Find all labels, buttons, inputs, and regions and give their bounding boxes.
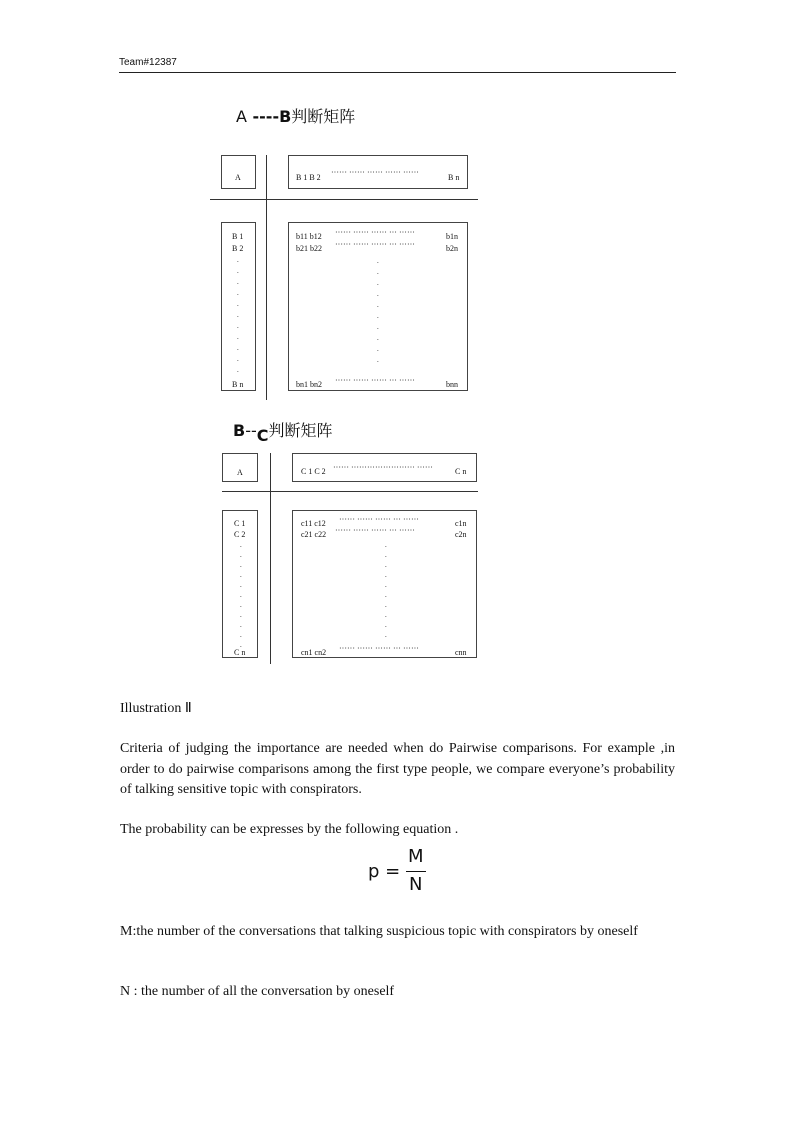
row2-start: b21 b22 bbox=[296, 244, 322, 253]
matrix-bc-left-box bbox=[222, 510, 258, 658]
fraction-bar bbox=[406, 871, 426, 872]
top-row-start: B 1 B 2 bbox=[296, 173, 321, 182]
formula-numerator: M bbox=[408, 846, 424, 867]
formula-denominator: N bbox=[409, 874, 423, 895]
page-header: Team#12387 bbox=[119, 57, 177, 68]
left-col-2: C 2 bbox=[234, 530, 246, 539]
matrix-ab-corner-box bbox=[221, 155, 256, 189]
left-col-1: C 1 bbox=[234, 519, 246, 528]
title-b: B bbox=[233, 421, 246, 440]
top-row-start: C 1 C 2 bbox=[301, 467, 326, 476]
top-row-end: C n bbox=[455, 467, 467, 476]
rown-dots: ······ ······ ······ ··· ······ bbox=[335, 376, 415, 385]
matrix-ab-body-box bbox=[288, 222, 468, 391]
body-dots: . . . . . . . . . . bbox=[385, 541, 387, 639]
row1-start: c11 c12 bbox=[301, 519, 326, 528]
corner-label: A bbox=[235, 173, 241, 182]
title-c: C bbox=[256, 426, 269, 445]
title-dashes: -- bbox=[245, 421, 257, 440]
title-cn: 判断矩阵 bbox=[268, 421, 333, 440]
left-col-dots: . . . . . . . . . . . bbox=[240, 541, 242, 649]
header-rule bbox=[119, 72, 676, 73]
title-b: B bbox=[279, 107, 292, 126]
row1-end: b1n bbox=[446, 232, 458, 241]
corner-label: A bbox=[237, 468, 243, 477]
row2-dots: ······ ······ ······ ··· ······ bbox=[335, 526, 415, 535]
left-col-2: B 2 bbox=[232, 244, 244, 253]
matrix-ab-top-box bbox=[288, 155, 468, 189]
left-col-end: C n bbox=[234, 648, 246, 657]
matrix-ab-vertical-divider bbox=[266, 155, 267, 400]
title-a: A bbox=[236, 107, 247, 126]
row1-dots: ······ ······ ······ ··· ······ bbox=[339, 515, 419, 524]
matrix-ab-left-box bbox=[221, 222, 256, 391]
matrix-bc-horizontal-divider bbox=[222, 491, 478, 492]
title-dashes: ---- bbox=[246, 107, 280, 126]
top-row-dots: ······ ······ ······ ······ ······ bbox=[331, 168, 419, 177]
matrix-ab-horizontal-divider bbox=[210, 199, 478, 200]
title-cn: 判断矩阵 bbox=[291, 107, 356, 126]
rown-end: cnn bbox=[455, 648, 467, 657]
rown-start: cn1 cn2 bbox=[301, 648, 327, 657]
row1-dots: ······ ······ ······ ··· ······ bbox=[335, 228, 415, 237]
matrix-bc-vertical-divider bbox=[270, 453, 271, 664]
top-row-end: B n bbox=[448, 173, 460, 182]
left-col-1: B 1 bbox=[232, 232, 244, 241]
matrix-bc-top-box bbox=[292, 453, 477, 482]
row2-dots: ······ ······ ······ ··· ······ bbox=[335, 240, 415, 249]
row1-end: c1n bbox=[455, 519, 467, 528]
formula-lhs: p = bbox=[368, 861, 401, 882]
matrix-bc-title bbox=[233, 418, 333, 445]
top-row-dots: ······ ························ ······ bbox=[333, 463, 433, 472]
row1-start: b11 b12 bbox=[296, 232, 322, 241]
rown-start: bn1 bn2 bbox=[296, 380, 322, 389]
rown-end: bnn bbox=[446, 380, 458, 389]
definition-m: M:the number of the conversations that talking suspicious topic with conspirators by oneself bbox=[120, 924, 638, 939]
paragraph-probability: The probability can be expresses by the following equation . bbox=[120, 822, 459, 837]
illustration-label: Illustration Ⅱ bbox=[120, 701, 192, 716]
rown-dots: ······ ······ ······ ··· ······ bbox=[339, 644, 419, 653]
row2-start: c21 c22 bbox=[301, 530, 327, 539]
row2-end: c2n bbox=[455, 530, 467, 539]
paragraph-criteria: Criteria of judging the importance are needed when do Pairwise comparisons. For example ,in order to do pairwise comparisons among the first type people, we compare everyone’s probability of talking sensitive topic with conspirators. bbox=[120, 741, 675, 797]
body-dots: . . . . . . . . . . bbox=[377, 257, 379, 364]
matrix-ab-title bbox=[236, 104, 355, 127]
matrix-bc-corner-box bbox=[222, 453, 258, 482]
matrix-bc-body-box bbox=[292, 510, 477, 658]
left-col-dots: . . . . . . . . . . . bbox=[237, 256, 239, 374]
left-col-end: B n bbox=[232, 380, 244, 389]
probability-formula bbox=[368, 846, 438, 898]
row2-end: b2n bbox=[446, 244, 458, 253]
definition-n: N : the number of all the conversation by oneself bbox=[120, 984, 395, 999]
